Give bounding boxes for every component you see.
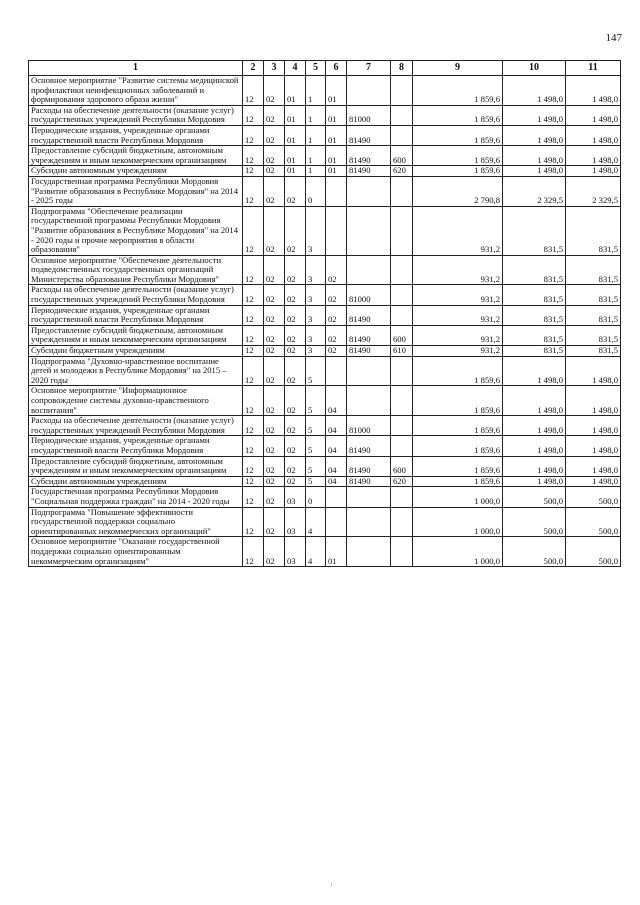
expense-type-cell: 610 — [391, 346, 413, 357]
amount-col10-cell: 1 498,0 — [503, 436, 566, 456]
table-row — [29, 206, 621, 255]
table-row — [29, 346, 621, 357]
expense-direction-cell: 81490 — [347, 305, 391, 325]
subsection-code-cell: 02 — [264, 386, 285, 416]
row-name-cell: Государственная программа Республики Мордовия "Развитие образования в Республике Мордовия" на 2014 - 2025 годы — [29, 176, 243, 206]
expense-direction-cell — [347, 76, 391, 106]
program-code-cell: 01 — [285, 146, 306, 166]
amount-col9-cell: 1 859,6 — [413, 476, 503, 487]
amount-col11-cell: 1 498,0 — [566, 166, 621, 177]
row-name-cell: Периодические издания, учрежденные органами государственной власти Республики Мордовия — [29, 125, 243, 145]
section-code-cell: 12 — [243, 507, 264, 537]
activity-code-cell: 02 — [326, 285, 347, 305]
subsection-code-cell: 02 — [264, 305, 285, 325]
expense-direction-cell — [347, 507, 391, 537]
section-code-cell: 12 — [243, 537, 264, 567]
section-code-cell: 12 — [243, 487, 264, 507]
amount-col11-cell: 831,5 — [566, 206, 621, 255]
table-row — [29, 325, 621, 345]
expense-direction-cell — [347, 206, 391, 255]
amount-col10-cell: 500,0 — [503, 507, 566, 537]
expense-type-cell — [391, 356, 413, 386]
amount-col9-cell: 2 790,8 — [413, 176, 503, 206]
amount-col10-cell: 831,5 — [503, 325, 566, 345]
scan-mark: · — [330, 880, 333, 890]
table-row — [29, 285, 621, 305]
expense-direction-cell: 81490 — [347, 436, 391, 456]
header-cell: 2 — [243, 61, 264, 76]
amount-col9-cell: 931,2 — [413, 285, 503, 305]
activity-code-cell — [326, 507, 347, 537]
amount-col10-cell: 1 498,0 — [503, 416, 566, 436]
expense-direction-cell — [347, 356, 391, 386]
expense-direction-cell: 81490 — [347, 456, 391, 476]
section-code-cell: 12 — [243, 325, 264, 345]
amount-col9-cell: 1 859,6 — [413, 436, 503, 456]
amount-col9-cell: 1 000,0 — [413, 487, 503, 507]
subsection-code-cell: 02 — [264, 476, 285, 487]
header-cell: 9 — [413, 61, 503, 76]
table-row — [29, 305, 621, 325]
amount-col10-cell: 500,0 — [503, 487, 566, 507]
row-name-cell: Государственная программа Республики Мордовия "Социальная поддержка граждан" на 2014 - 2020 годы — [29, 487, 243, 507]
program-code-cell: 02 — [285, 325, 306, 345]
row-name-cell: Расходы на обеспечение деятельности (оказание услуг) государственных учреждений Республики Мордовия — [29, 105, 243, 125]
amount-col10-cell: 2 329,5 — [503, 176, 566, 206]
activity-code-cell: 02 — [326, 305, 347, 325]
activity-code-cell — [326, 487, 347, 507]
activity-code-cell — [326, 356, 347, 386]
amount-col11-cell: 831,5 — [566, 346, 621, 357]
section-code-cell: 12 — [243, 146, 264, 166]
subprogram-code-cell: 3 — [306, 206, 326, 255]
amount-col9-cell: 931,2 — [413, 346, 503, 357]
amount-col9-cell: 1 859,6 — [413, 146, 503, 166]
program-code-cell: 01 — [285, 166, 306, 177]
section-code-cell: 12 — [243, 416, 264, 436]
expense-type-cell — [391, 305, 413, 325]
expense-type-cell — [391, 105, 413, 125]
amount-col10-cell: 1 498,0 — [503, 476, 566, 487]
expense-direction-cell: 81490 — [347, 166, 391, 177]
header-cell: 6 — [326, 61, 347, 76]
subsection-code-cell: 02 — [264, 176, 285, 206]
amount-col11-cell: 831,5 — [566, 325, 621, 345]
program-code-cell: 01 — [285, 76, 306, 106]
subprogram-code-cell: 1 — [306, 125, 326, 145]
program-code-cell: 02 — [285, 305, 306, 325]
activity-code-cell — [326, 176, 347, 206]
subprogram-code-cell: 3 — [306, 255, 326, 285]
table-row — [29, 537, 621, 567]
amount-col11-cell: 1 498,0 — [566, 456, 621, 476]
amount-col11-cell: 1 498,0 — [566, 105, 621, 125]
amount-col11-cell: 831,5 — [566, 305, 621, 325]
section-code-cell: 12 — [243, 255, 264, 285]
table-row — [29, 416, 621, 436]
row-name-cell: Подпрограмма "Обеспечение реализации государственной программы Республики Мордовия "Развитие образования в Республике Мордовия" на 2014 - 2020 годы и прочие мероприятия в области образования" — [29, 206, 243, 255]
subsection-code-cell: 02 — [264, 105, 285, 125]
program-code-cell: 02 — [285, 356, 306, 386]
subsection-code-cell: 02 — [264, 146, 285, 166]
expense-direction-cell: 81490 — [347, 125, 391, 145]
row-name-cell: Предоставление субсидий бюджетным, автономным учреждениям и иным некоммерческим организациям — [29, 456, 243, 476]
row-name-cell: Расходы на обеспечение деятельности (оказание услуг) государственных учреждений Республики Мордовия — [29, 285, 243, 305]
subprogram-code-cell: 3 — [306, 325, 326, 345]
subsection-code-cell: 02 — [264, 166, 285, 177]
subsection-code-cell: 02 — [264, 537, 285, 567]
expense-direction-cell: 81490 — [347, 325, 391, 345]
expense-direction-cell: 81490 — [347, 346, 391, 357]
expense-direction-cell: 81490 — [347, 476, 391, 487]
expense-type-cell — [391, 537, 413, 567]
subsection-code-cell: 02 — [264, 206, 285, 255]
expense-direction-cell — [347, 255, 391, 285]
amount-col10-cell: 1 498,0 — [503, 166, 566, 177]
program-code-cell: 02 — [285, 436, 306, 456]
section-code-cell: 12 — [243, 356, 264, 386]
activity-code-cell: 04 — [326, 476, 347, 487]
amount-col9-cell: 931,2 — [413, 325, 503, 345]
header-cell: 11 — [566, 61, 621, 76]
section-code-cell: 12 — [243, 125, 264, 145]
amount-col10-cell: 831,5 — [503, 346, 566, 357]
subprogram-code-cell: 0 — [306, 487, 326, 507]
activity-code-cell: 02 — [326, 325, 347, 345]
row-name-cell: Субсидии автономным учреждениям — [29, 476, 243, 487]
table-row — [29, 76, 621, 106]
section-code-cell: 12 — [243, 476, 264, 487]
header-cell: 10 — [503, 61, 566, 76]
program-code-cell: 02 — [285, 416, 306, 436]
subprogram-code-cell: 4 — [306, 537, 326, 567]
section-code-cell: 12 — [243, 76, 264, 106]
amount-col11-cell: 1 498,0 — [566, 476, 621, 487]
section-code-cell: 12 — [243, 285, 264, 305]
expense-direction-cell — [347, 537, 391, 567]
amount-col10-cell: 831,5 — [503, 285, 566, 305]
amount-col10-cell: 831,5 — [503, 255, 566, 285]
expense-type-cell: 600 — [391, 456, 413, 476]
expense-type-cell: 620 — [391, 166, 413, 177]
expense-type-cell — [391, 416, 413, 436]
amount-col9-cell: 1 000,0 — [413, 507, 503, 537]
expense-direction-cell: 81000 — [347, 285, 391, 305]
row-name-cell: Подпрограмма "Повышение эффективности государственной поддержки социально ориентированных некоммерческих организаций" — [29, 507, 243, 537]
program-code-cell: 02 — [285, 346, 306, 357]
activity-code-cell: 01 — [326, 166, 347, 177]
activity-code-cell: 04 — [326, 436, 347, 456]
subsection-code-cell: 02 — [264, 456, 285, 476]
program-code-cell: 02 — [285, 176, 306, 206]
subsection-code-cell: 02 — [264, 285, 285, 305]
table-body — [29, 76, 621, 567]
amount-col9-cell: 1 859,6 — [413, 456, 503, 476]
expense-direction-cell — [347, 487, 391, 507]
amount-col11-cell: 831,5 — [566, 255, 621, 285]
amount-col9-cell: 1 859,6 — [413, 416, 503, 436]
amount-col11-cell: 1 498,0 — [566, 125, 621, 145]
amount-col9-cell: 1 859,6 — [413, 386, 503, 416]
table-row — [29, 487, 621, 507]
table-row — [29, 476, 621, 487]
amount-col11-cell: 2 329,5 — [566, 176, 621, 206]
subprogram-code-cell: 1 — [306, 166, 326, 177]
section-code-cell: 12 — [243, 206, 264, 255]
expense-direction-cell: 81000 — [347, 416, 391, 436]
subprogram-code-cell: 0 — [306, 176, 326, 206]
table-row — [29, 176, 621, 206]
amount-col11-cell: 500,0 — [566, 537, 621, 567]
table-row — [29, 146, 621, 166]
subsection-code-cell: 02 — [264, 346, 285, 357]
amount-col10-cell: 831,5 — [503, 305, 566, 325]
subprogram-code-cell: 5 — [306, 476, 326, 487]
program-code-cell: 02 — [285, 206, 306, 255]
subsection-code-cell: 02 — [264, 507, 285, 537]
amount-col11-cell: 500,0 — [566, 507, 621, 537]
program-code-cell: 02 — [285, 456, 306, 476]
amount-col9-cell: 931,2 — [413, 206, 503, 255]
row-name-cell: Субсидии бюджетным учреждениям — [29, 346, 243, 357]
table-header-row — [29, 61, 621, 76]
program-code-cell: 01 — [285, 105, 306, 125]
table-row — [29, 386, 621, 416]
subsection-code-cell: 02 — [264, 356, 285, 386]
row-name-cell: Предоставление субсидий бюджетным, автономным учреждениям и иным некоммерческим организациям — [29, 146, 243, 166]
subsection-code-cell: 02 — [264, 416, 285, 436]
amount-col11-cell: 1 498,0 — [566, 76, 621, 106]
activity-code-cell: 02 — [326, 255, 347, 285]
subprogram-code-cell: 3 — [306, 305, 326, 325]
expense-type-cell — [391, 285, 413, 305]
program-code-cell: 02 — [285, 255, 306, 285]
activity-code-cell: 04 — [326, 416, 347, 436]
subprogram-code-cell: 4 — [306, 507, 326, 537]
subprogram-code-cell: 5 — [306, 386, 326, 416]
program-code-cell: 03 — [285, 487, 306, 507]
activity-code-cell: 01 — [326, 105, 347, 125]
expense-type-cell — [391, 436, 413, 456]
section-code-cell: 12 — [243, 346, 264, 357]
program-code-cell: 02 — [285, 476, 306, 487]
expense-direction-cell: 81000 — [347, 105, 391, 125]
expense-type-cell — [391, 255, 413, 285]
activity-code-cell: 04 — [326, 456, 347, 476]
header-cell: 5 — [306, 61, 326, 76]
amount-col9-cell: 1 859,6 — [413, 356, 503, 386]
amount-col9-cell: 1 859,6 — [413, 76, 503, 106]
amount-col10-cell: 1 498,0 — [503, 386, 566, 416]
amount-col10-cell: 1 498,0 — [503, 146, 566, 166]
amount-col11-cell: 500,0 — [566, 487, 621, 507]
expense-direction-cell — [347, 386, 391, 416]
amount-col9-cell: 1 000,0 — [413, 537, 503, 567]
subprogram-code-cell: 3 — [306, 346, 326, 357]
header-cell: 4 — [285, 61, 306, 76]
subprogram-code-cell: 1 — [306, 105, 326, 125]
row-name-cell: Субсидии автономным учреждениям — [29, 166, 243, 177]
section-code-cell: 12 — [243, 436, 264, 456]
table-row — [29, 356, 621, 386]
row-name-cell: Предоставление субсидий бюджетным, автономным учреждениям и иным некоммерческим организациям — [29, 325, 243, 345]
expense-type-cell — [391, 125, 413, 145]
row-name-cell: Периодические издания, учрежденные органами государственной власти Республики Мордовия — [29, 436, 243, 456]
row-name-cell: Основное мероприятие "Обеспечение деятельности подведомственных государственных организаций Министерства образования Республики Мордовия" — [29, 255, 243, 285]
activity-code-cell — [326, 206, 347, 255]
amount-col11-cell: 1 498,0 — [566, 416, 621, 436]
expense-type-cell: 600 — [391, 146, 413, 166]
header-cell: 8 — [391, 61, 413, 76]
subprogram-code-cell: 5 — [306, 416, 326, 436]
expense-type-cell — [391, 176, 413, 206]
amount-col10-cell: 1 498,0 — [503, 76, 566, 106]
page-number: 147 — [605, 32, 622, 44]
expense-type-cell — [391, 76, 413, 106]
expense-type-cell: 620 — [391, 476, 413, 487]
section-code-cell: 12 — [243, 305, 264, 325]
table-row — [29, 255, 621, 285]
activity-code-cell: 01 — [326, 76, 347, 106]
expense-direction-cell: 81490 — [347, 146, 391, 166]
amount-col9-cell: 931,2 — [413, 255, 503, 285]
row-name-cell: Основное мероприятие "Развитие системы медицинской профилактики неинфекционных заболеваний и формирования здорового образа жизни" — [29, 76, 243, 106]
amount-col10-cell: 831,5 — [503, 206, 566, 255]
amount-col11-cell: 1 498,0 — [566, 386, 621, 416]
expense-type-cell — [391, 206, 413, 255]
activity-code-cell: 01 — [326, 146, 347, 166]
section-code-cell: 12 — [243, 105, 264, 125]
amount-col11-cell: 1 498,0 — [566, 146, 621, 166]
activity-code-cell: 04 — [326, 386, 347, 416]
program-code-cell: 03 — [285, 507, 306, 537]
section-code-cell: 12 — [243, 456, 264, 476]
amount-col10-cell: 1 498,0 — [503, 125, 566, 145]
header-cell: 7 — [347, 61, 391, 76]
table-row — [29, 166, 621, 177]
table-row — [29, 436, 621, 456]
section-code-cell: 12 — [243, 176, 264, 206]
amount-col11-cell: 1 498,0 — [566, 356, 621, 386]
budget-table — [28, 60, 621, 567]
subsection-code-cell: 02 — [264, 76, 285, 106]
activity-code-cell: 01 — [326, 125, 347, 145]
table-row — [29, 125, 621, 145]
activity-code-cell: 02 — [326, 346, 347, 357]
activity-code-cell: 01 — [326, 537, 347, 567]
amount-col9-cell: 1 859,6 — [413, 125, 503, 145]
program-code-cell: 01 — [285, 125, 306, 145]
row-name-cell: Подпрограмма "Духовно-нравственное воспитание детей и молодежи в Республике Мордовия" на 2015 – 2020 годы — [29, 356, 243, 386]
row-name-cell: Основное мероприятие "Оказание государственной поддержки социально ориентированным некоммерческим организациям" — [29, 537, 243, 567]
program-code-cell: 02 — [285, 386, 306, 416]
amount-col9-cell: 1 859,6 — [413, 105, 503, 125]
expense-type-cell: 600 — [391, 325, 413, 345]
subsection-code-cell: 02 — [264, 125, 285, 145]
subprogram-code-cell: 5 — [306, 436, 326, 456]
subprogram-code-cell: 3 — [306, 285, 326, 305]
table-row — [29, 105, 621, 125]
table-row — [29, 456, 621, 476]
program-code-cell: 02 — [285, 285, 306, 305]
row-name-cell: Периодические издания, учрежденные органами государственной власти Республики Мордовия — [29, 305, 243, 325]
expense-direction-cell — [347, 176, 391, 206]
header-cell: 3 — [264, 61, 285, 76]
section-code-cell: 12 — [243, 386, 264, 416]
subsection-code-cell: 02 — [264, 255, 285, 285]
subsection-code-cell: 02 — [264, 436, 285, 456]
amount-col10-cell: 500,0 — [503, 537, 566, 567]
amount-col10-cell: 1 498,0 — [503, 456, 566, 476]
amount-col11-cell: 831,5 — [566, 285, 621, 305]
subprogram-code-cell: 5 — [306, 456, 326, 476]
subprogram-code-cell: 1 — [306, 146, 326, 166]
subprogram-code-cell: 5 — [306, 356, 326, 386]
amount-col11-cell: 1 498,0 — [566, 436, 621, 456]
amount-col9-cell: 931,2 — [413, 305, 503, 325]
row-name-cell: Расходы на обеспечение деятельности (оказание услуг) государственных учреждений Республики Мордовия — [29, 416, 243, 436]
subprogram-code-cell: 1 — [306, 76, 326, 106]
expense-type-cell — [391, 386, 413, 416]
amount-col10-cell: 1 498,0 — [503, 105, 566, 125]
subsection-code-cell: 02 — [264, 487, 285, 507]
header-cell: 1 — [29, 61, 243, 76]
table-row — [29, 507, 621, 537]
amount-col9-cell: 1 859,6 — [413, 166, 503, 177]
subsection-code-cell: 02 — [264, 325, 285, 345]
expense-type-cell — [391, 487, 413, 507]
section-code-cell: 12 — [243, 166, 264, 177]
expense-type-cell — [391, 507, 413, 537]
row-name-cell: Основное мероприятие "Информационное сопровождение системы духовно-нравственного воспитания" — [29, 386, 243, 416]
amount-col10-cell: 1 498,0 — [503, 356, 566, 386]
program-code-cell: 03 — [285, 537, 306, 567]
